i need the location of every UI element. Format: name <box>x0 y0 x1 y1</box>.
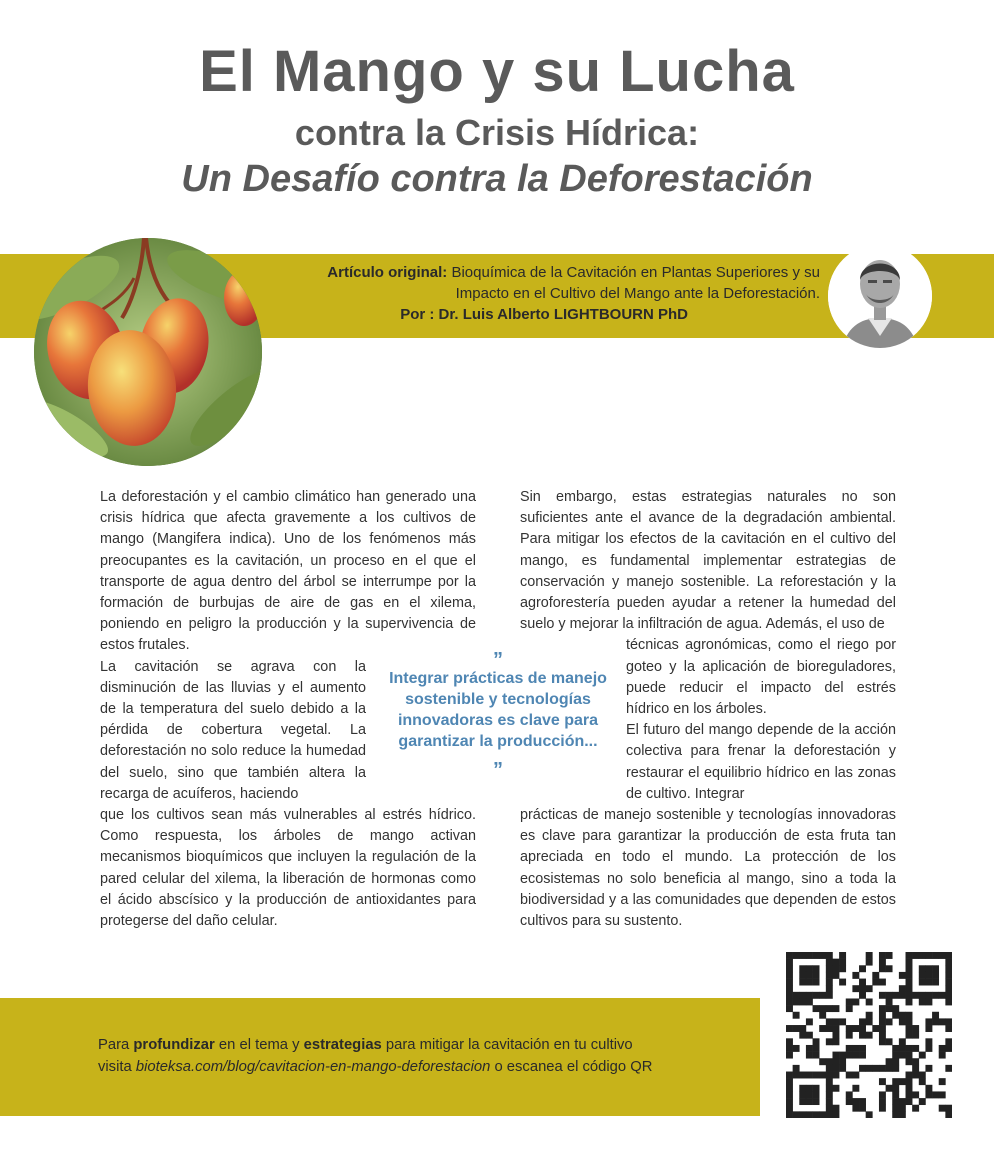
article-byline <box>290 262 820 325</box>
original-article-title-2: Impacto en el Cultivo del Mango ante la Deforestación. <box>455 285 820 302</box>
page-subtitle: contra la Crisis Hídrica: <box>294 112 700 153</box>
footer-text-part: para mitigar la cavitación en tu cultivo <box>385 1037 633 1053</box>
paragraph: prácticas de manejo sostenible y tecnologías innovadoras es clave para garantizar la producción de esta fruta tan apreciada en todo el mundo. La protección de los ecosistemas no solo beneficia al mango, sino a toda la biodiversidad y a las comunidades que dependen de estos cultivos para su sustento. <box>520 807 896 930</box>
author-surname: LIGHTBOURN <box>553 306 654 323</box>
paragraph: La deforestación y el cambio climático han generado una crisis hídrica que afecta gravemente a los cultivos de mango (Mangifera indica). Uno de los fenómenos más preocupantes es la cavitación, un proceso en el que el transporte de agua dentro del árbol se interrumpe por la formación de burbujas de aire de gas en el xilema, poniendo en peligro la producción y la supervivencia de estos frutales. <box>100 489 476 654</box>
footer-text-part: visita <box>98 1059 132 1075</box>
paragraph: que los cultivos sean más vulnerables al estrés hídrico. Como respuesta, los árboles de mango activan mecanismos bioquímicos que incluyen la regulación de la pared celular del xilema, la liberación de hormonas como el ácido abscísico y la producción de antioxidantes para protegerse del daño celular. <box>100 807 476 930</box>
footer-text-part: o escanea el código QR <box>494 1059 653 1075</box>
footer-band <box>0 998 760 1116</box>
footer-text-part: en el tema y <box>218 1037 300 1053</box>
paragraph: La cavitación se agrava con la disminución de las lluvias y el aumento de la temperatura del suelo debido a la pérdida de cobertura vegetal. La deforestación no solo reduce la humedad del suelo, sino que también altera la recarga de acuíferos, haciendo <box>100 658 366 802</box>
right-column <box>520 487 896 932</box>
paragraph: Sin embargo, estas estrategias naturales no son suficientes ante el avance de la degradación ambiental. Para mitigar los efectos de la cavitación en el cultivo del mango, es fundamental implementar estrategias de conservación y manejo sostenible. La reforestación y la agroforestería pueden ayudar a retener la humedad del suelo y mejorar la infiltración de agua. Además, el uso de <box>520 489 896 633</box>
footer-text <box>98 1034 748 1078</box>
footer-bold: estrategias <box>303 1037 382 1053</box>
blog-link[interactable]: bioteksa.com/blog/cavitacion-en-mango-deforestacion <box>135 1059 491 1075</box>
footer-bold: profundizar <box>133 1037 215 1053</box>
paragraph: El futuro del mango depende de la acción colectiva para frenar la deforestación y restaurar el equilibrio hídrico en las zonas de cultivo. Integrar <box>626 722 896 802</box>
quote-open-mark: ” <box>493 649 503 671</box>
paragraph: técnicas agronómicas, como el riego por goteo y la aplicación de bioreguladores, puede reducir el impacto del estrés hídrico en los árboles. <box>626 637 896 718</box>
page-subtitle-italic: Un Desafío contra la Deforestación <box>181 158 813 200</box>
mango-photo <box>34 238 262 466</box>
page-title: El Mango y su Lucha <box>199 39 795 104</box>
quote-close-mark: ” <box>493 759 503 781</box>
original-article-label: Artículo original: <box>327 264 448 281</box>
qr-code[interactable] <box>786 952 952 1118</box>
author-portrait <box>828 244 932 348</box>
author-prefix: Por : Dr. Luis Alberto <box>400 306 550 323</box>
footer-text-part: Para <box>98 1037 130 1053</box>
author-suffix: PhD <box>658 306 688 323</box>
original-article-title-1: Bioquímica de la Cavitación en Plantas Superiores y su <box>451 264 820 281</box>
pull-quote-text: Integrar prácticas de manejo sostenible y tecnologías innovadoras es clave para garantizar la producción... <box>389 670 607 750</box>
